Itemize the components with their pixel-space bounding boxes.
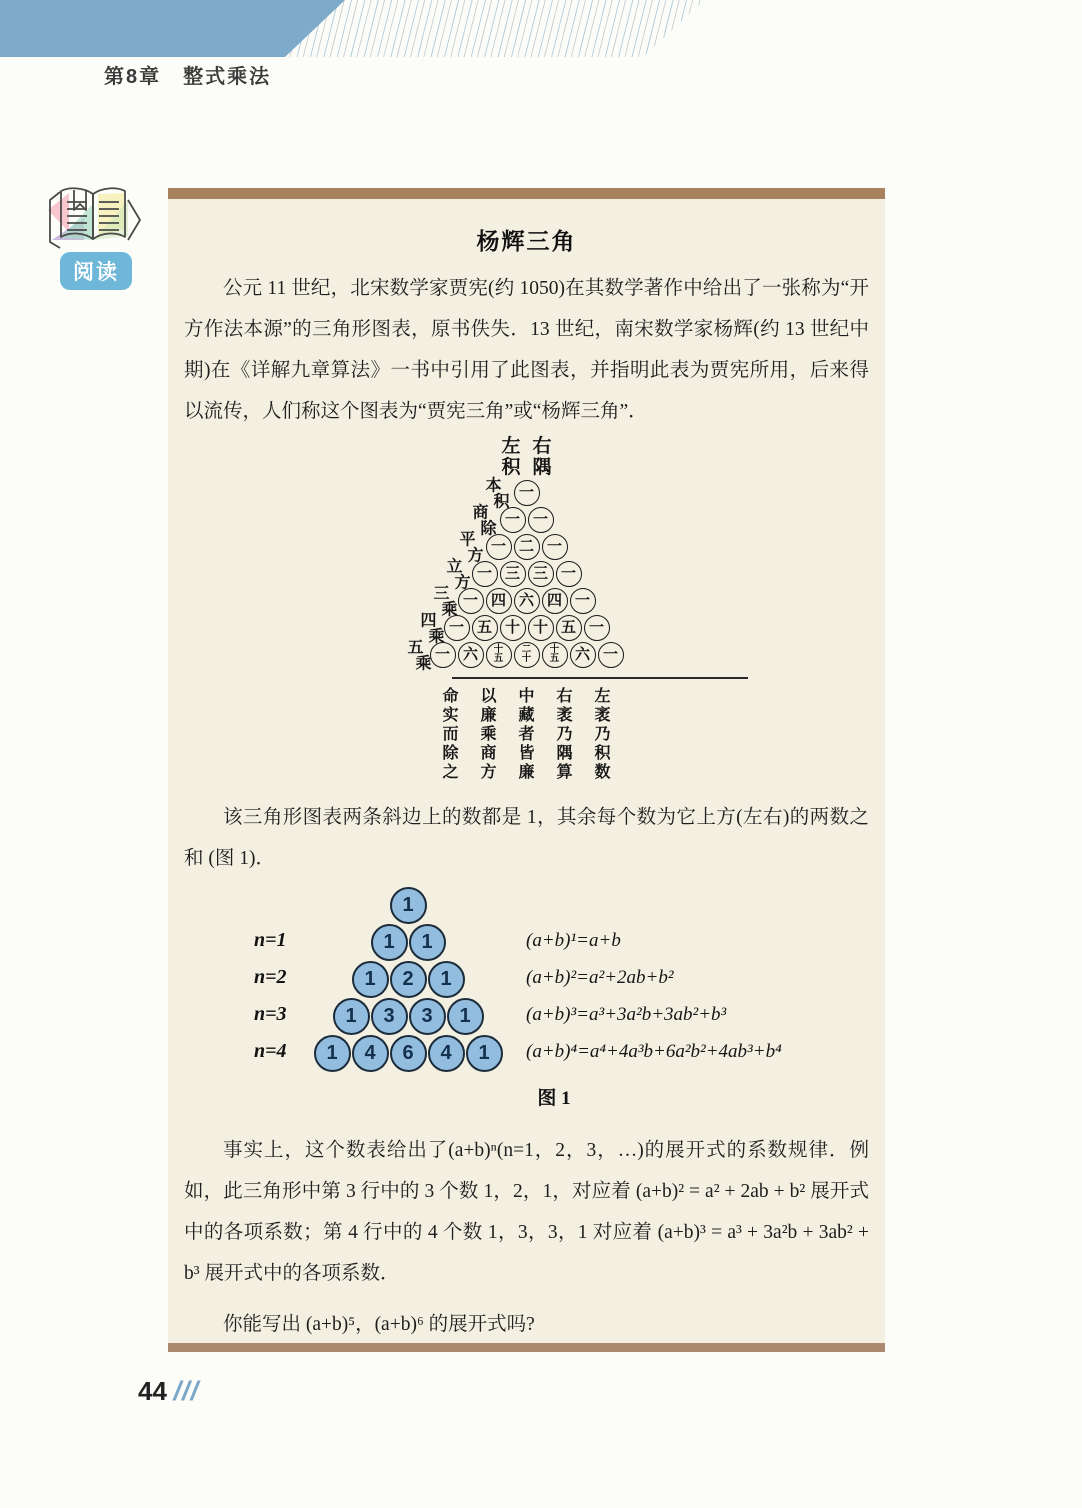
circle-numeral: 一 (504, 511, 520, 528)
pascal-circle: 1 (409, 924, 446, 961)
circle-numeral: 二 (521, 644, 532, 655)
label-char: 右 (532, 436, 552, 457)
pascal-circle: 1 (352, 961, 389, 998)
pascal-circle: 4 (352, 1035, 389, 1072)
pascal-circle: 1 (428, 961, 465, 998)
circle-numeral: 四 (490, 592, 506, 609)
pascal-circle: 6 (390, 1035, 427, 1072)
pascal-circle: 1 (371, 924, 408, 961)
pascal-circle: 3 (409, 998, 446, 1035)
figure1-caption: 图 1 (537, 1088, 571, 1109)
pascal-n-label: n=1 (254, 929, 287, 951)
ancient-triangle-rows (347, 477, 707, 673)
label-char: 本 (485, 477, 502, 495)
circle-numeral: 五 (476, 619, 492, 636)
ancient-number-circle (542, 534, 568, 560)
label-char: 乘 (415, 655, 432, 673)
circle-numeral: 一 (546, 538, 562, 555)
label-char: 乘 (428, 628, 445, 646)
circle-numeral: 十 (521, 654, 532, 664)
ancient-corner-label (533, 436, 552, 478)
ancient-number-circle (430, 642, 456, 668)
circle-numeral: 五 (493, 654, 504, 664)
circle-numeral: 一 (560, 565, 576, 582)
circle-numeral: 二 (518, 538, 534, 555)
ancient-number-circle (514, 588, 540, 614)
paragraph-coefficients: 事实上，这个数表给出了(a+b)ⁿ(n=1，2，3，…)的展开式的系数规律．例如，此三角形中第 3 行中的 3 个数 1，2，1，对应着 (a+b)² = a² + 2ab + b² 展开式中的各项系数；第 4 行中的 4 个数 1，3，3，1 对应着 (a+b)³ = a³ + 3a²b + 3ab² + b³ 展开式中的各项系数． (184, 1140, 869, 1284)
ancient-row (347, 504, 707, 538)
ancient-number-circle (472, 615, 498, 641)
page-footer (138, 1376, 203, 1407)
pascal-n-label: n=4 (254, 1040, 287, 1062)
circle-numeral: 十 (532, 619, 548, 636)
ancient-row (347, 477, 707, 511)
circle-numeral: 一 (448, 619, 464, 636)
label-char: 隅 (532, 457, 552, 478)
pascal-row (313, 1035, 503, 1072)
ancient-number-circle (570, 588, 596, 614)
binomial-equation: (a+b)⁴=a⁴+4a³b+6a²b²+4ab³+b⁴ (526, 1041, 782, 1062)
pascal-circle: 2 (390, 961, 427, 998)
pascal-circle: 3 (371, 998, 408, 1035)
ancient-corner-label (501, 436, 520, 478)
pascal-circle: 1 (447, 998, 484, 1035)
binomial-equation: (a+b)³=a³+3a²b+3ab²+b³ (526, 1004, 727, 1025)
ancient-footer-column: 右袤乃隅算 (554, 687, 571, 782)
label-char: 方 (467, 547, 484, 565)
label-char: 五 (407, 639, 424, 657)
ancient-number-circle (486, 534, 512, 560)
label-char: 四 (420, 612, 437, 630)
binomial-equation: (a+b)¹=a+b (526, 930, 621, 951)
circle-numeral: 三 (532, 565, 548, 582)
ancient-number-circle (500, 561, 526, 587)
paragraph-question: 你能写出 (a+b)⁵，(a+b)⁶ 的展开式吗? (223, 1314, 535, 1335)
circle-numeral: 五 (549, 654, 560, 664)
circle-numeral: 一 (602, 646, 618, 663)
pascal-circle: 1 (466, 1035, 503, 1072)
label-char: 积 (501, 457, 521, 478)
pascal-row (351, 961, 465, 998)
ancient-footer-column: 以廉乘商方 (478, 687, 495, 782)
label-char: 乘 (441, 601, 458, 619)
ancient-number-circle (486, 642, 512, 668)
circle-numeral: 一 (476, 565, 492, 582)
ancient-footer-columns (347, 687, 707, 787)
ancient-triangle-figure (347, 436, 707, 787)
page-number: 44 (138, 1376, 167, 1406)
circle-numeral: 一 (462, 592, 478, 609)
pascal-n-label: n=3 (254, 1003, 287, 1025)
article-title: 杨辉三角 (476, 228, 577, 254)
label-char: 左 (501, 436, 521, 457)
paragraph-history: 公元 11 世纪，北宋数学家贾宪(约 1050)在其数学著作中给出了一张称为“开方作法本源”的三角形图表，原书佚失．13 世纪，南宋数学家杨辉(约 13 世纪中期)在《详解九章算法》一书中引用了此图表，并指明此表为贾宪所用，后来得以流传，人们称这个图表为“贾宪三角”或“杨辉三角”． (184, 278, 869, 422)
pascal-row (370, 924, 446, 961)
box-top-border (168, 188, 885, 199)
pascal-circle: 1 (314, 1035, 351, 1072)
ancient-row-label (407, 639, 432, 673)
ancient-number-circle (514, 480, 540, 506)
slashes-decoration: /// (170, 1376, 203, 1406)
ancient-number-circle (528, 561, 554, 587)
reading-box (168, 188, 885, 1352)
circle-numeral: 六 (574, 646, 590, 663)
chapter-header: 第8章 整式乘法 (104, 66, 272, 88)
ancient-footer-column: 命实而除之 (440, 687, 457, 782)
circle-numeral: 四 (546, 592, 562, 609)
paragraph-rule: 该三角形图表两条斜边上的数都是 1，其余每个数为它上方(左右)的两数之和 (图 1)． (184, 807, 869, 869)
label-char: 商 (472, 504, 489, 522)
open-book-icon (44, 180, 144, 258)
pascal-row (332, 998, 484, 1035)
ancient-number-circle (570, 642, 596, 668)
ancient-number-circle (458, 642, 484, 668)
circle-numeral: 一 (490, 538, 506, 555)
label-char: 方 (454, 574, 471, 592)
circle-numeral: 一 (518, 484, 534, 501)
pascal-n-label: n=2 (254, 966, 287, 988)
ancient-number-circle (500, 615, 526, 641)
ancient-number-circle (542, 642, 568, 668)
label-char: 立 (446, 558, 463, 576)
ancient-corner-labels (347, 436, 707, 478)
ancient-number-circle (514, 534, 540, 560)
ancient-number-circle (528, 507, 554, 533)
circle-numeral: 六 (462, 646, 478, 663)
ancient-number-circle (472, 561, 498, 587)
pascal-circle: 4 (428, 1035, 465, 1072)
ancient-number-circle (486, 588, 512, 614)
header-hatch-pattern (284, 0, 704, 57)
circle-numeral: 一 (574, 592, 590, 609)
pascal-circle: 1 (390, 887, 427, 924)
ancient-row (347, 639, 707, 673)
ancient-number-circle (542, 588, 568, 614)
pascal-circle: 1 (333, 998, 370, 1035)
ancient-number-circle (556, 561, 582, 587)
circle-numeral: 十 (549, 644, 560, 655)
circle-numeral: 五 (560, 619, 576, 636)
ancient-row (347, 612, 707, 646)
circle-numeral: 一 (434, 646, 450, 663)
box-bottom-border (168, 1343, 885, 1352)
ancient-number-circle (444, 615, 470, 641)
read-badge: 阅读 (60, 252, 132, 290)
circle-numeral: 三 (504, 565, 520, 582)
label-char: 三 (433, 585, 450, 603)
ancient-number-circle (556, 615, 582, 641)
ancient-row (347, 585, 707, 619)
circle-numeral: 一 (588, 619, 604, 636)
circle-numeral: 十 (493, 644, 504, 655)
ancient-number-circle (458, 588, 484, 614)
pascal-row (389, 887, 427, 924)
ancient-baseline (452, 677, 748, 679)
figure1 (168, 887, 885, 1077)
ancient-number-circle (500, 507, 526, 533)
ancient-row (347, 531, 707, 565)
ancient-number-circle (528, 615, 554, 641)
ancient-footer-column: 中藏者皆廉 (516, 687, 533, 782)
circle-numeral: 六 (518, 592, 534, 609)
label-char: 除 (480, 520, 497, 538)
ancient-footer-column: 左袤乃积数 (592, 687, 609, 782)
circle-numeral: 十 (504, 619, 520, 636)
ancient-number-circle (598, 642, 624, 668)
ancient-row (347, 558, 707, 592)
label-char: 平 (459, 531, 476, 549)
binomial-equation: (a+b)²=a²+2ab+b² (526, 967, 674, 988)
ancient-number-circle (584, 615, 610, 641)
label-char: 积 (493, 493, 510, 511)
circle-numeral: 一 (532, 511, 548, 528)
ancient-number-circle (514, 642, 540, 668)
